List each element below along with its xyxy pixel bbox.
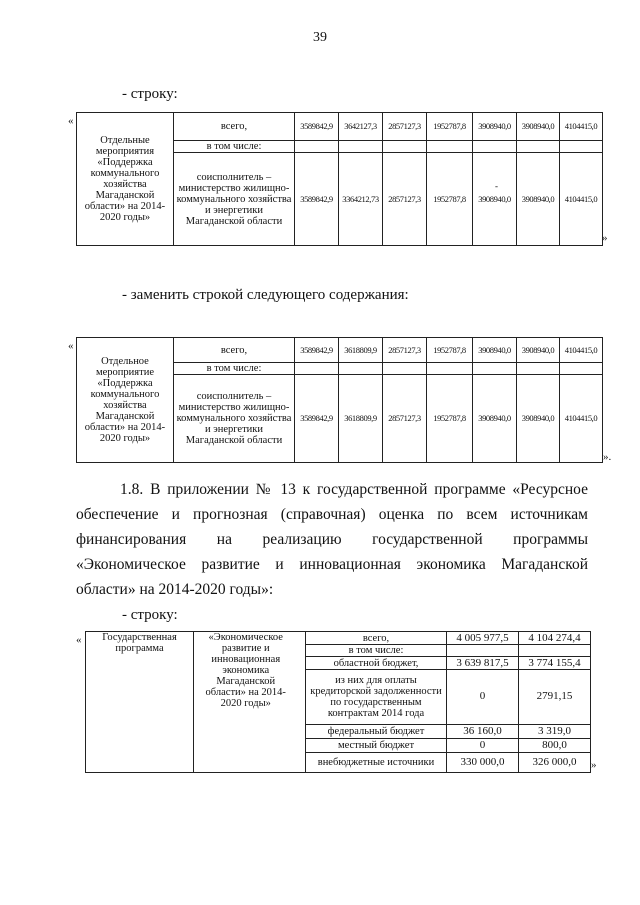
table1-name-cell: Отдельные мероприятия «Поддержка коммунального хозяйства Магаданской области» на 2014-2020 годы»	[77, 113, 174, 246]
table3-row-v2: 2791,15	[519, 670, 591, 724]
table2-total-value: 4104415,0	[560, 338, 603, 363]
table1-co-value: 3589842,9	[295, 153, 339, 246]
paragraph-1-8	[76, 477, 588, 602]
table3-row-label: в том числе:	[306, 645, 447, 657]
table3-row-label: местный бюджет	[306, 738, 447, 752]
table1-total-label: всего,	[174, 113, 295, 141]
table2-total-value: 3589842,9	[295, 338, 339, 363]
table2-incl-label: в том числе:	[174, 363, 295, 375]
table2-co-label: соисполнитель – министерство жилищно-коммунального хозяйства и энергетики Магаданской области	[174, 375, 295, 463]
table3-row-v2: 4 104 274,4	[519, 632, 591, 645]
table1-mark: -	[495, 181, 498, 191]
table3-row-label: федеральный бюджет	[306, 724, 447, 738]
line-stroku-1: - строку:	[122, 86, 178, 102]
table2-total-value: 3908940,0	[517, 338, 560, 363]
paragraph-line: «Экономическое развитие и инновационная экономика Магаданской	[76, 556, 588, 573]
table3-row-v1: 36 160,0	[447, 724, 519, 738]
table2-co-value: 3908940,0	[473, 375, 517, 463]
table1-co-value: 4104415,0	[560, 153, 603, 246]
table3-status: Государственная программа	[86, 632, 194, 773]
table3-row-v1: 3 639 817,5	[447, 657, 519, 670]
page-number: 39	[313, 30, 327, 45]
table1-total-value: 3589842,9	[295, 113, 339, 141]
table1-co-label: соисполнитель – министерство жилищно-коммунального хозяйства и энергетики Магаданской области	[174, 153, 295, 246]
quote-open-3: «	[76, 634, 82, 646]
table3-row-v2: 3 774 155,4	[519, 657, 591, 670]
table3-row-label: всего,	[306, 632, 447, 645]
quote-close-dot-2: ».	[603, 451, 612, 463]
table2-co-value: 2857127,3	[383, 375, 427, 463]
table3-row-v2: 800,0	[519, 738, 591, 752]
line-stroku-2: - строку:	[122, 607, 178, 623]
table1-co-value: 2857127,3	[383, 153, 427, 246]
table-1	[76, 112, 603, 246]
table1-total-value: 4104415,0	[560, 113, 603, 141]
table1-co-value: 3364212,73	[339, 153, 383, 246]
table3-row-label: из них для оплаты кредиторской задолженности по государственным контрактам 2014 года	[306, 670, 447, 724]
table1-total-value: 3642127,3	[339, 113, 383, 141]
table3-program-name: «Экономическое развитие и инновационная экономика Магаданской области» на 2014-2020 годы»	[194, 632, 298, 773]
table1-total-value: 3908940,0	[517, 113, 560, 141]
table2-co-value: 1952787,8	[427, 375, 473, 463]
table2-total-value: 3618809,9	[339, 338, 383, 363]
table2-total-label: всего,	[174, 338, 295, 363]
table3-row-v2: 326 000,0	[519, 752, 591, 772]
table3-row-v1: 4 005 977,5	[447, 632, 519, 645]
table2-name-cell: Отдельное мероприятие «Поддержка коммунального хозяйства Магаданской области» на 2014-2020 годы»	[77, 338, 174, 463]
quote-close-3: »	[591, 759, 597, 771]
table-3	[85, 631, 591, 773]
paragraph-line: финансирования на реализацию государственной программы	[76, 531, 588, 548]
table3-row-label: областной бюджет,	[306, 657, 447, 670]
table3-row-v1: 0	[447, 670, 519, 724]
table3-row-v2: 3 319,0	[519, 724, 591, 738]
table2-co-value: 3618809,9	[339, 375, 383, 463]
quote-open-1: «	[68, 115, 74, 127]
table2-co-value: 3908940,0	[517, 375, 560, 463]
table2-total-value: 1952787,8	[427, 338, 473, 363]
table3-row-label: внебюджетные источники	[306, 752, 447, 772]
paragraph-line: обеспечение и прогнозная (справочная) оценка по всем источникам	[76, 506, 588, 523]
table1-total-value: 3908940,0	[473, 113, 517, 141]
table1-total-value: 2857127,3	[383, 113, 427, 141]
paragraph-line: области» на 2014-2020 годы»:	[76, 581, 274, 598]
table-2	[76, 337, 603, 463]
table2-co-value: 3589842,9	[295, 375, 339, 463]
table3-row-v1: 330 000,0	[447, 752, 519, 772]
quote-open-2: «	[68, 340, 74, 352]
table1-total-value: 1952787,8	[427, 113, 473, 141]
table1-co-value: - 3908940,0	[473, 153, 517, 246]
table1-co-value: 1952787,8	[427, 153, 473, 246]
quote-close-1: »	[602, 232, 608, 244]
table1-incl-label: в том числе:	[174, 141, 295, 153]
table2-co-value: 4104415,0	[560, 375, 603, 463]
table2-total-value: 3908940,0	[473, 338, 517, 363]
table2-total-value: 2857127,3	[383, 338, 427, 363]
paragraph-line: 1.8. В приложении № 13 к государственной программе «Ресурсное	[120, 481, 588, 498]
table3-row-v1: 0	[447, 738, 519, 752]
table1-co-value: 3908940,0	[517, 153, 560, 246]
line-replace: - заменить строкой следующего содержания:	[122, 287, 409, 303]
